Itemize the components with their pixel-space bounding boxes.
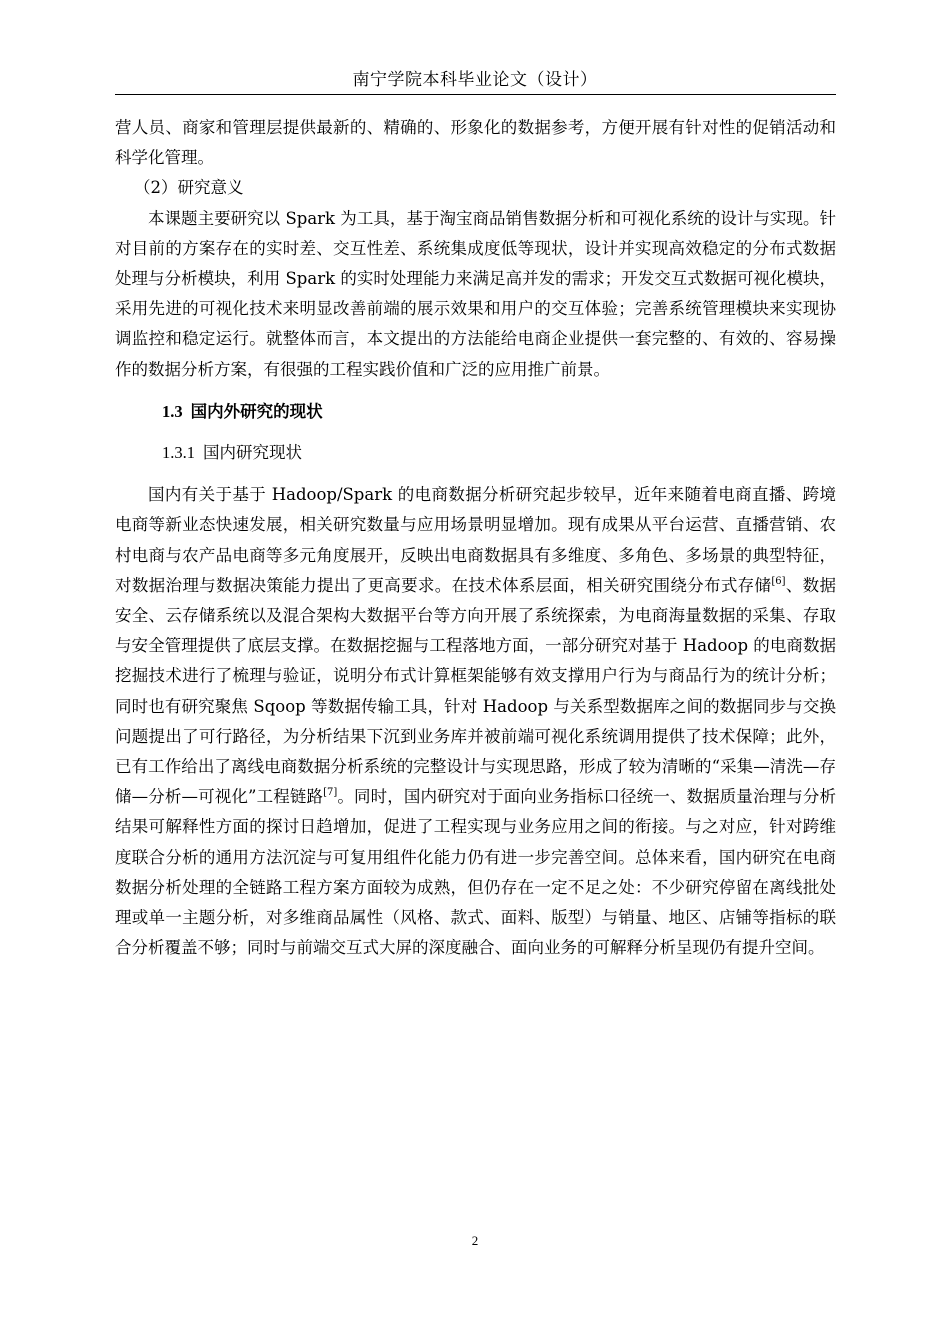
section-number: 1.3 xyxy=(162,401,183,421)
body-content xyxy=(115,113,836,963)
citation-6[interactable]: [6] xyxy=(771,575,786,587)
section-title: 国内外研究的现状 xyxy=(190,401,323,421)
subsection-heading xyxy=(115,438,836,468)
paragraph-text-part1: 国内有关于基于 Hadoop/Spark 的电商数据分析研究起步较早，近年来随着电商直播、跨境电商等新业态快速发展，相关研究数量与应用场景明显增加。现有成果从平台运营、直播营销、农村电商与农产品电商等多元角度展开，反映出电商数据具有多维度、多角色、多场景的典型特征，对数据治理与数据决策能力提出了更高要求。在技术体系层面，相关研究围绕分布式存储 xyxy=(115,485,836,595)
page-number: 2 xyxy=(471,1233,479,1248)
spacer xyxy=(115,468,836,480)
paragraph-research-meaning: 本课题主要研究以 Spark 为工具，基于淘宝商品销售数据分析和可视化系统的设计与实现。针对目前的方案存在的实时差、交互性差、系统集成度低等现状，设计并实现高效稳定的分布式数据处理与分析模块，利用 Spark 的实时处理能力来满足高并发的需求；开发交互式数据可视化模块，采用先进的可视化技术来明显改善前端的展示效果和用户的交互体验；完善系统管理模块来实现协调监控和稳定运行。就整体而言，本文提出的方法能给电商企业提供一套完整的、有效的、容易操作的数据分析方案，有很强的工程实践价值和广泛的应用推广前景。 xyxy=(115,208,836,379)
header-rule xyxy=(115,94,836,95)
citation-7[interactable]: [7] xyxy=(323,787,338,799)
section-heading xyxy=(115,397,836,427)
paragraph-domestic-research xyxy=(115,480,836,963)
running-header: 南宁学院本科毕业论文（设计） xyxy=(352,70,598,90)
research-meaning-label: （2）研究意义 xyxy=(134,178,244,198)
paragraph-text-part3: 。同时，国内研究对于面向业务指标口径统一、数据质量治理与分析结果可解释性方面的探讨日趋增加，促进了工程实现与业务应用之间的衔接。与之对应，针对跨维度联合分析的通用方法沉淀与可复用组件化能力仍有进一步完善空间。总体来看，国内研究在电商数据分析处理的全链路工程方案方面较为成熟，但仍存在一定不足之处：不少研究停留在离线批处理或单一主题分析，对多维商品属性（风格、款式、面料、版型）与销量、地区、店铺等指标的联合分析覆盖不够；同时与前端交互式大屏的深度融合、面向业务的可解释分析呈现仍有提升空间。 xyxy=(115,787,837,958)
paragraph-text-part2: 、数据安全、云存储系统以及混合架构大数据平台等方向开展了系统探索，为电商海量数据的采集、存取与安全管理提供了底层支撑。在数据挖掘与工程落地方面，一部分研究对基于 Hadoop 的电商数据挖掘技术进行了梳理与验证，说明分布式计算框架能够有效支撑用户行为与商品行为的统计分析；同时也有研究聚焦 Sqoop 等数据传输工具，针对 Hadoop 与关系型数据库之间的数据同步与交换问题提出了可行路径，为分析结果下沉到业务库并被前端可视化系统调用提供了技术保障；此外，已有工作给出了离线电商数据分析系统的完整设计与实现思路，形成了较为清晰的“采集—清洗—存储—分析—可视化”工程链路 xyxy=(115,575,837,807)
paragraph-continuation: 营人员、商家和管理层提供最新的、精确的、形象化的数据参考，方便开展有针对性的促销活动和科学化管理。 xyxy=(115,118,836,168)
subsection-title: 国内研究现状 xyxy=(203,443,302,463)
subsection-number: 1.3.1 xyxy=(162,443,195,463)
